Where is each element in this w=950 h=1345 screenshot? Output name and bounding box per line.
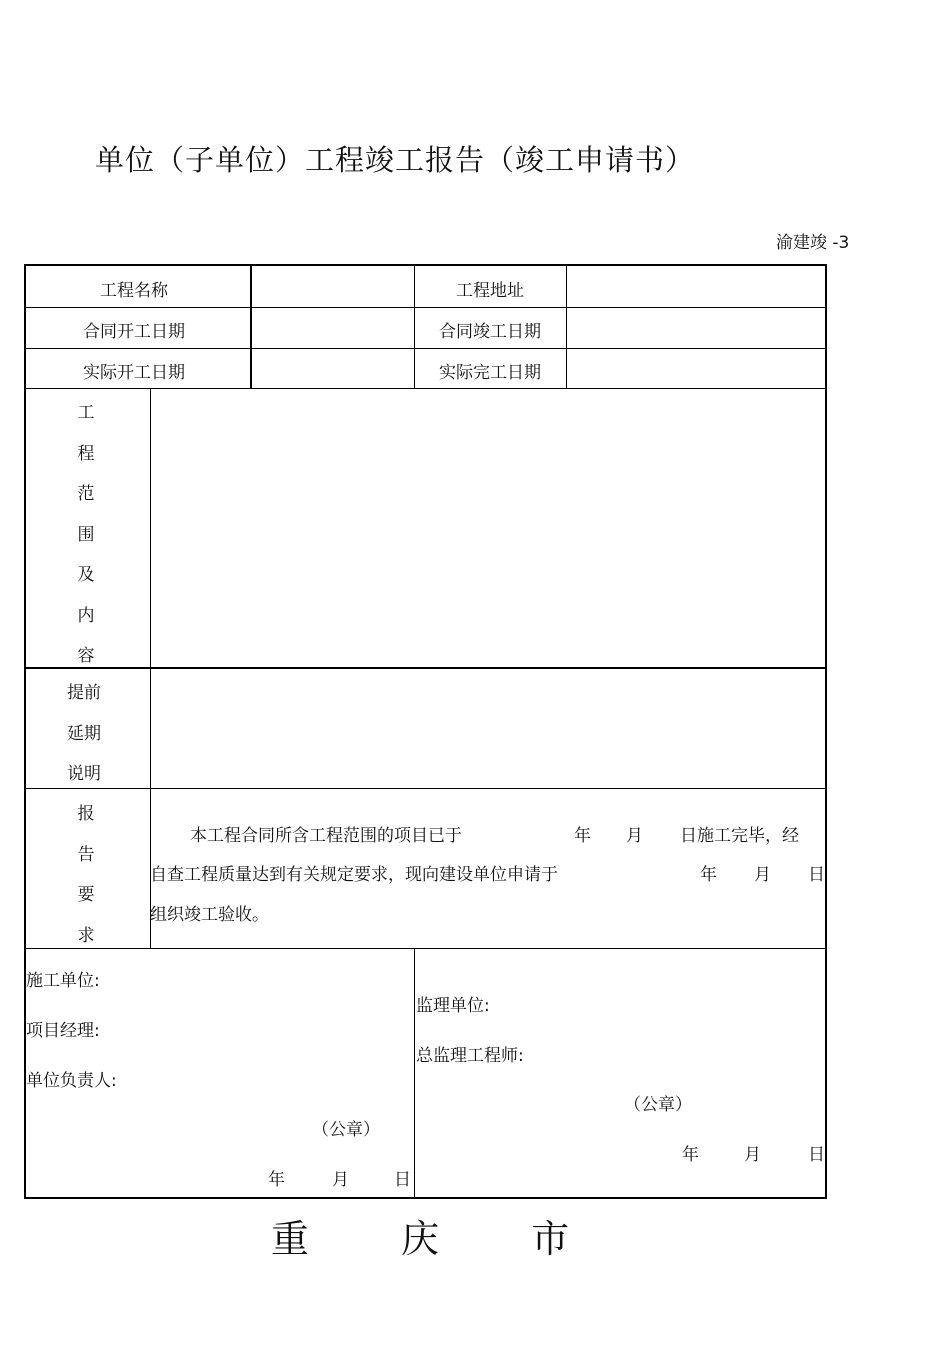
row-divider: [26, 788, 826, 789]
scope-label-char: 范: [77, 484, 95, 504]
right-date-day: 日: [808, 1145, 825, 1165]
report-line2-start: 自查工程质量达到有关规定要求，现向建设单位申请于: [150, 865, 558, 885]
page-title: 单位（子单位）工程竣工报告（竣工申请书）: [95, 143, 696, 177]
row-divider: [26, 948, 826, 949]
report-line3: 组织竣工验收。: [150, 905, 269, 925]
delay-label-line: 延期: [67, 723, 101, 744]
row-divider: [26, 667, 826, 669]
col-divider: [414, 949, 415, 1199]
scope-label-char: 工: [77, 403, 95, 423]
scope-label-char: 内: [77, 605, 95, 626]
construction-unit-label: 施工单位:: [26, 971, 100, 991]
footer-city: [0, 1208, 840, 1263]
col-divider: [566, 266, 567, 389]
report-line2-day: 日: [808, 865, 825, 885]
actual-start-label: 实际开工日期: [83, 363, 185, 383]
form-code: 渝建竣 -3: [776, 233, 850, 253]
report-line2-year: 年: [700, 865, 717, 885]
report-line1-end: 日施工完毕，经: [680, 826, 799, 846]
scope-label-char: 及: [77, 565, 95, 585]
report-line1-start: 本工程合同所含工程范围的项目已于: [190, 826, 462, 846]
project-name-label: 工程名称: [100, 281, 168, 301]
scope-label-char: 容: [77, 646, 95, 666]
report-line1-year: 年: [574, 826, 591, 846]
contract-start-label: 合同开工日期: [83, 322, 185, 342]
report-label: [66, 794, 106, 956]
footer-char: 市: [531, 1217, 570, 1261]
delay-label-line: 提前: [67, 683, 101, 703]
contract-completion-label: 合同竣工日期: [439, 322, 541, 342]
col-divider: [250, 266, 252, 389]
left-seal-label: （公章）: [312, 1120, 380, 1140]
delay-label-line: 说明: [67, 764, 101, 784]
project-manager-label: 项目经理:: [26, 1021, 100, 1041]
actual-completion-label: 实际完工日期: [439, 363, 541, 383]
report-line2-month: 月: [754, 865, 771, 885]
unit-head-label: 单位负责人:: [26, 1071, 117, 1091]
scope-label-char: 围: [77, 524, 95, 545]
footer-char: 庆: [400, 1217, 439, 1261]
report-label-char: 报: [77, 804, 95, 824]
row-divider: [26, 348, 826, 349]
scope-label: [66, 393, 106, 677]
left-date-year: 年: [268, 1170, 285, 1190]
right-seal-label: （公章）: [624, 1095, 692, 1115]
report-label-char: 要: [77, 885, 95, 905]
delay-label: [54, 673, 114, 795]
report-table: [24, 264, 827, 1199]
row-divider: [26, 307, 826, 308]
chief-engineer-label: 总监理工程师:: [416, 1046, 524, 1066]
report-label-char: 告: [77, 844, 95, 865]
supervision-unit-label: 监理单位:: [416, 996, 490, 1016]
report-line1-month: 月: [626, 826, 643, 846]
left-date-month: 月: [332, 1170, 349, 1190]
project-address-label: 工程地址: [456, 281, 524, 301]
left-date-day: 日: [394, 1170, 411, 1190]
report-label-char: 求: [77, 925, 95, 946]
footer-char: 重: [270, 1217, 309, 1261]
right-date-month: 月: [744, 1145, 761, 1165]
scope-label-char: 程: [77, 443, 95, 464]
row-divider: [26, 388, 826, 389]
right-date-year: 年: [682, 1145, 699, 1165]
